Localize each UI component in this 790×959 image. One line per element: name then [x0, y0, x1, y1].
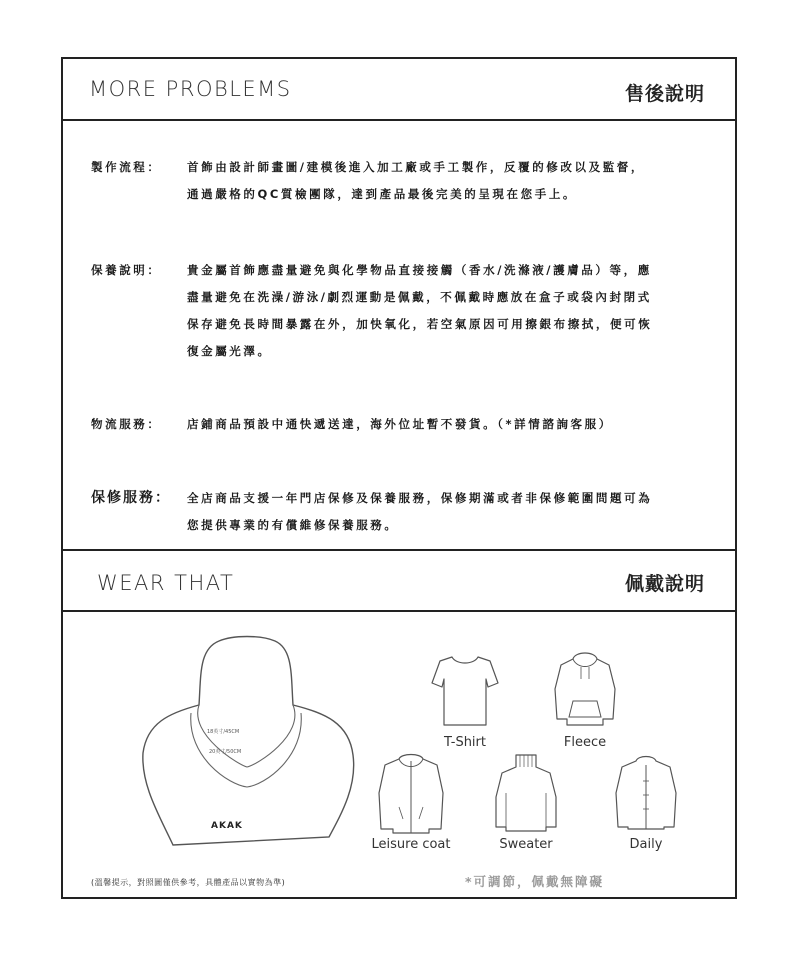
mannequin-illustration	[129, 635, 369, 855]
row-label: 製作流程：	[91, 160, 162, 174]
brand-logo: AKAK	[211, 821, 243, 831]
after-sales-title: 售後說明	[624, 83, 705, 105]
row-line: 全店商品支援一年門店保修及保養服務，保修期滿或者非保修範圍問題可為	[187, 491, 653, 505]
row-label: 保養說明：	[91, 263, 162, 277]
row-line: 貴金屬首飾應盡量避免與化學物品直接接觸（香水/洗滌液/護膚品）等，應	[187, 263, 652, 277]
info-card	[61, 57, 737, 899]
row-line: 保存避免長時間暴露在外，加快氧化，若空氣原因可用擦銀布擦拭，便可恢	[187, 317, 653, 331]
necklace-length-label: 20英寸/50CM	[209, 749, 242, 755]
tshirt-icon	[430, 653, 500, 729]
row-label: 保修服務：	[91, 490, 171, 506]
adjustable-note: *可調節，佩戴無障礙	[465, 874, 605, 889]
hoodie-icon	[553, 649, 617, 729]
row-line: 店鋪商品預設中通快遞送達，海外位址暫不發貨。（*詳情諮詢客服）	[187, 417, 613, 431]
necklace-length-label: 18英寸/45CM	[207, 729, 240, 735]
clothing-label-sweater: Sweater	[499, 837, 553, 852]
wearing-guide-title: 佩戴說明	[624, 573, 705, 595]
divider	[63, 549, 735, 551]
divider	[63, 610, 735, 612]
row-line: 復金屬光澤。	[187, 344, 272, 358]
row-text	[187, 257, 717, 365]
row-line: 通過嚴格的QC質檢團隊，達到產品最後完美的呈現在您手上。	[187, 187, 578, 201]
clothing-label-leisure-coat: Leisure coat	[371, 837, 451, 852]
sweater-icon	[492, 753, 560, 833]
disclaimer-note: (溫馨提示，對照圖僅供參考，具體產品以實物為準)	[91, 878, 286, 887]
row-text	[187, 154, 717, 208]
row-text	[187, 485, 717, 539]
shirt-icon	[614, 755, 678, 831]
row-label: 物流服務：	[91, 417, 162, 431]
row-line: 首飾由設計師畫圖/建模後進入加工廠或手工製作，反覆的修改以及監督，	[187, 160, 645, 174]
row-text	[187, 411, 717, 438]
clothing-label-tshirt: T-Shirt	[444, 735, 486, 750]
jacket-icon	[377, 753, 445, 835]
clothing-label-daily: Daily	[629, 837, 663, 852]
row-line: 您提供專業的有償維修保養服務。	[187, 518, 399, 532]
clothing-label-fleece: Fleece	[563, 735, 607, 750]
row-line: 盡量避免在洗澡/游泳/劇烈運動是佩戴，不佩戴時應放在盒子或袋內封閉式	[187, 290, 652, 304]
divider	[63, 119, 735, 121]
wear-that-title: WEAR THAT	[97, 571, 235, 595]
more-problems-title: MORE PROBLEMS	[89, 77, 292, 101]
